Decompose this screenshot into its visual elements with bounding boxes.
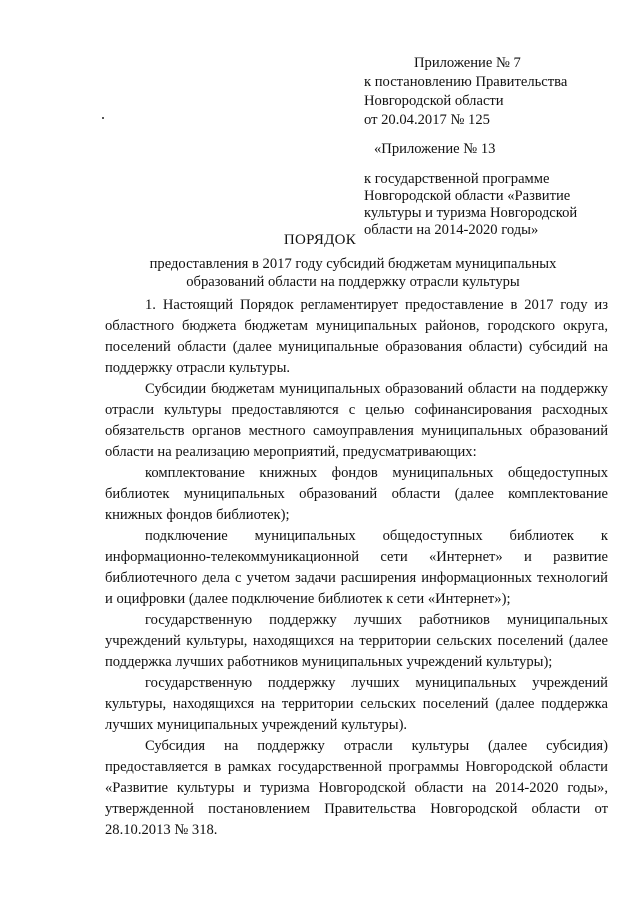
annex-13-title: «Приложение № 13 [374, 141, 496, 157]
document-body [105, 295, 608, 841]
document-subtitle [135, 255, 571, 291]
annex-13-header [364, 140, 577, 239]
body-paragraph: государственную поддержку лучших муниципальных учреждений культуры, находящихся на территории сельских поселений (далее поддержка лучших муниципальных учреждений культуры). [105, 675, 608, 733]
annex-7-title: Приложение № 7 [414, 55, 521, 71]
body-paragraph: Субсидии бюджетам муниципальных образований области на поддержку отрасли культуры предоставляются с целью софинансирования расходных обязательств органов местного самоуправления муниципальных образований области на реализацию мероприятий, предусматривающих: [105, 381, 608, 460]
subtitle-line: предоставления в 2017 году субсидий бюджетам муниципальных [149, 256, 557, 272]
body-paragraph: подключение муниципальных общедоступных библиотек к информационно-телекоммуникационной сети «Интернет» и развитие библиотечного дела с учетом задачи расширения информационных технологий и оцифровки (далее подключение библиотек к сети «Интернет»); [105, 528, 608, 607]
annex-13-line: культуры и туризма Новгородской [364, 205, 578, 221]
body-paragraph: комплектование книжных фондов муниципальных общедоступных библиотек муниципальных образований области (далее комплектование книжных фондов библиотек); [105, 465, 608, 523]
scan-speck [102, 117, 104, 119]
annex-7-line: Новгородской области [364, 93, 504, 109]
body-paragraph: Субсидия на поддержку отрасли культуры (далее субсидия) предоставляется в рамках государственной программы Новгородской области «Развитие культуры и туризма Новгородской области на 2014-2020 годы», утвержденной постановлением Правительства Новгородской области от 28.10.2013 № 318. [105, 738, 608, 838]
annex-13-line: Новгородской области «Развитие [364, 188, 571, 204]
annex-13-line: к государственной программе [364, 171, 550, 187]
body-paragraph: 1. Настоящий Порядок регламентирует предоставление в 2017 году из областного бюджета бюджетам муниципальных районов, городского округа, поселений области (далее муниципальные образования области) субсидий на поддержку отрасли культуры. [105, 297, 608, 376]
annex-7-line: к постановлению Правительства [364, 74, 568, 90]
body-paragraph: государственную поддержку лучших работников муниципальных учреждений культуры, находящихся на территории сельских поселений (далее поддержка лучших работников муниципальных учреждений культуры); [105, 612, 608, 670]
annex-7-date: от 20.04.2017 № 125 [364, 112, 490, 128]
annex-7-header [364, 54, 567, 130]
subtitle-line: образований области на поддержку отрасли культуры [186, 274, 520, 290]
annex-13-line: области на 2014-2020 годы» [364, 222, 539, 238]
document-title: ПОРЯДОК [283, 232, 357, 248]
